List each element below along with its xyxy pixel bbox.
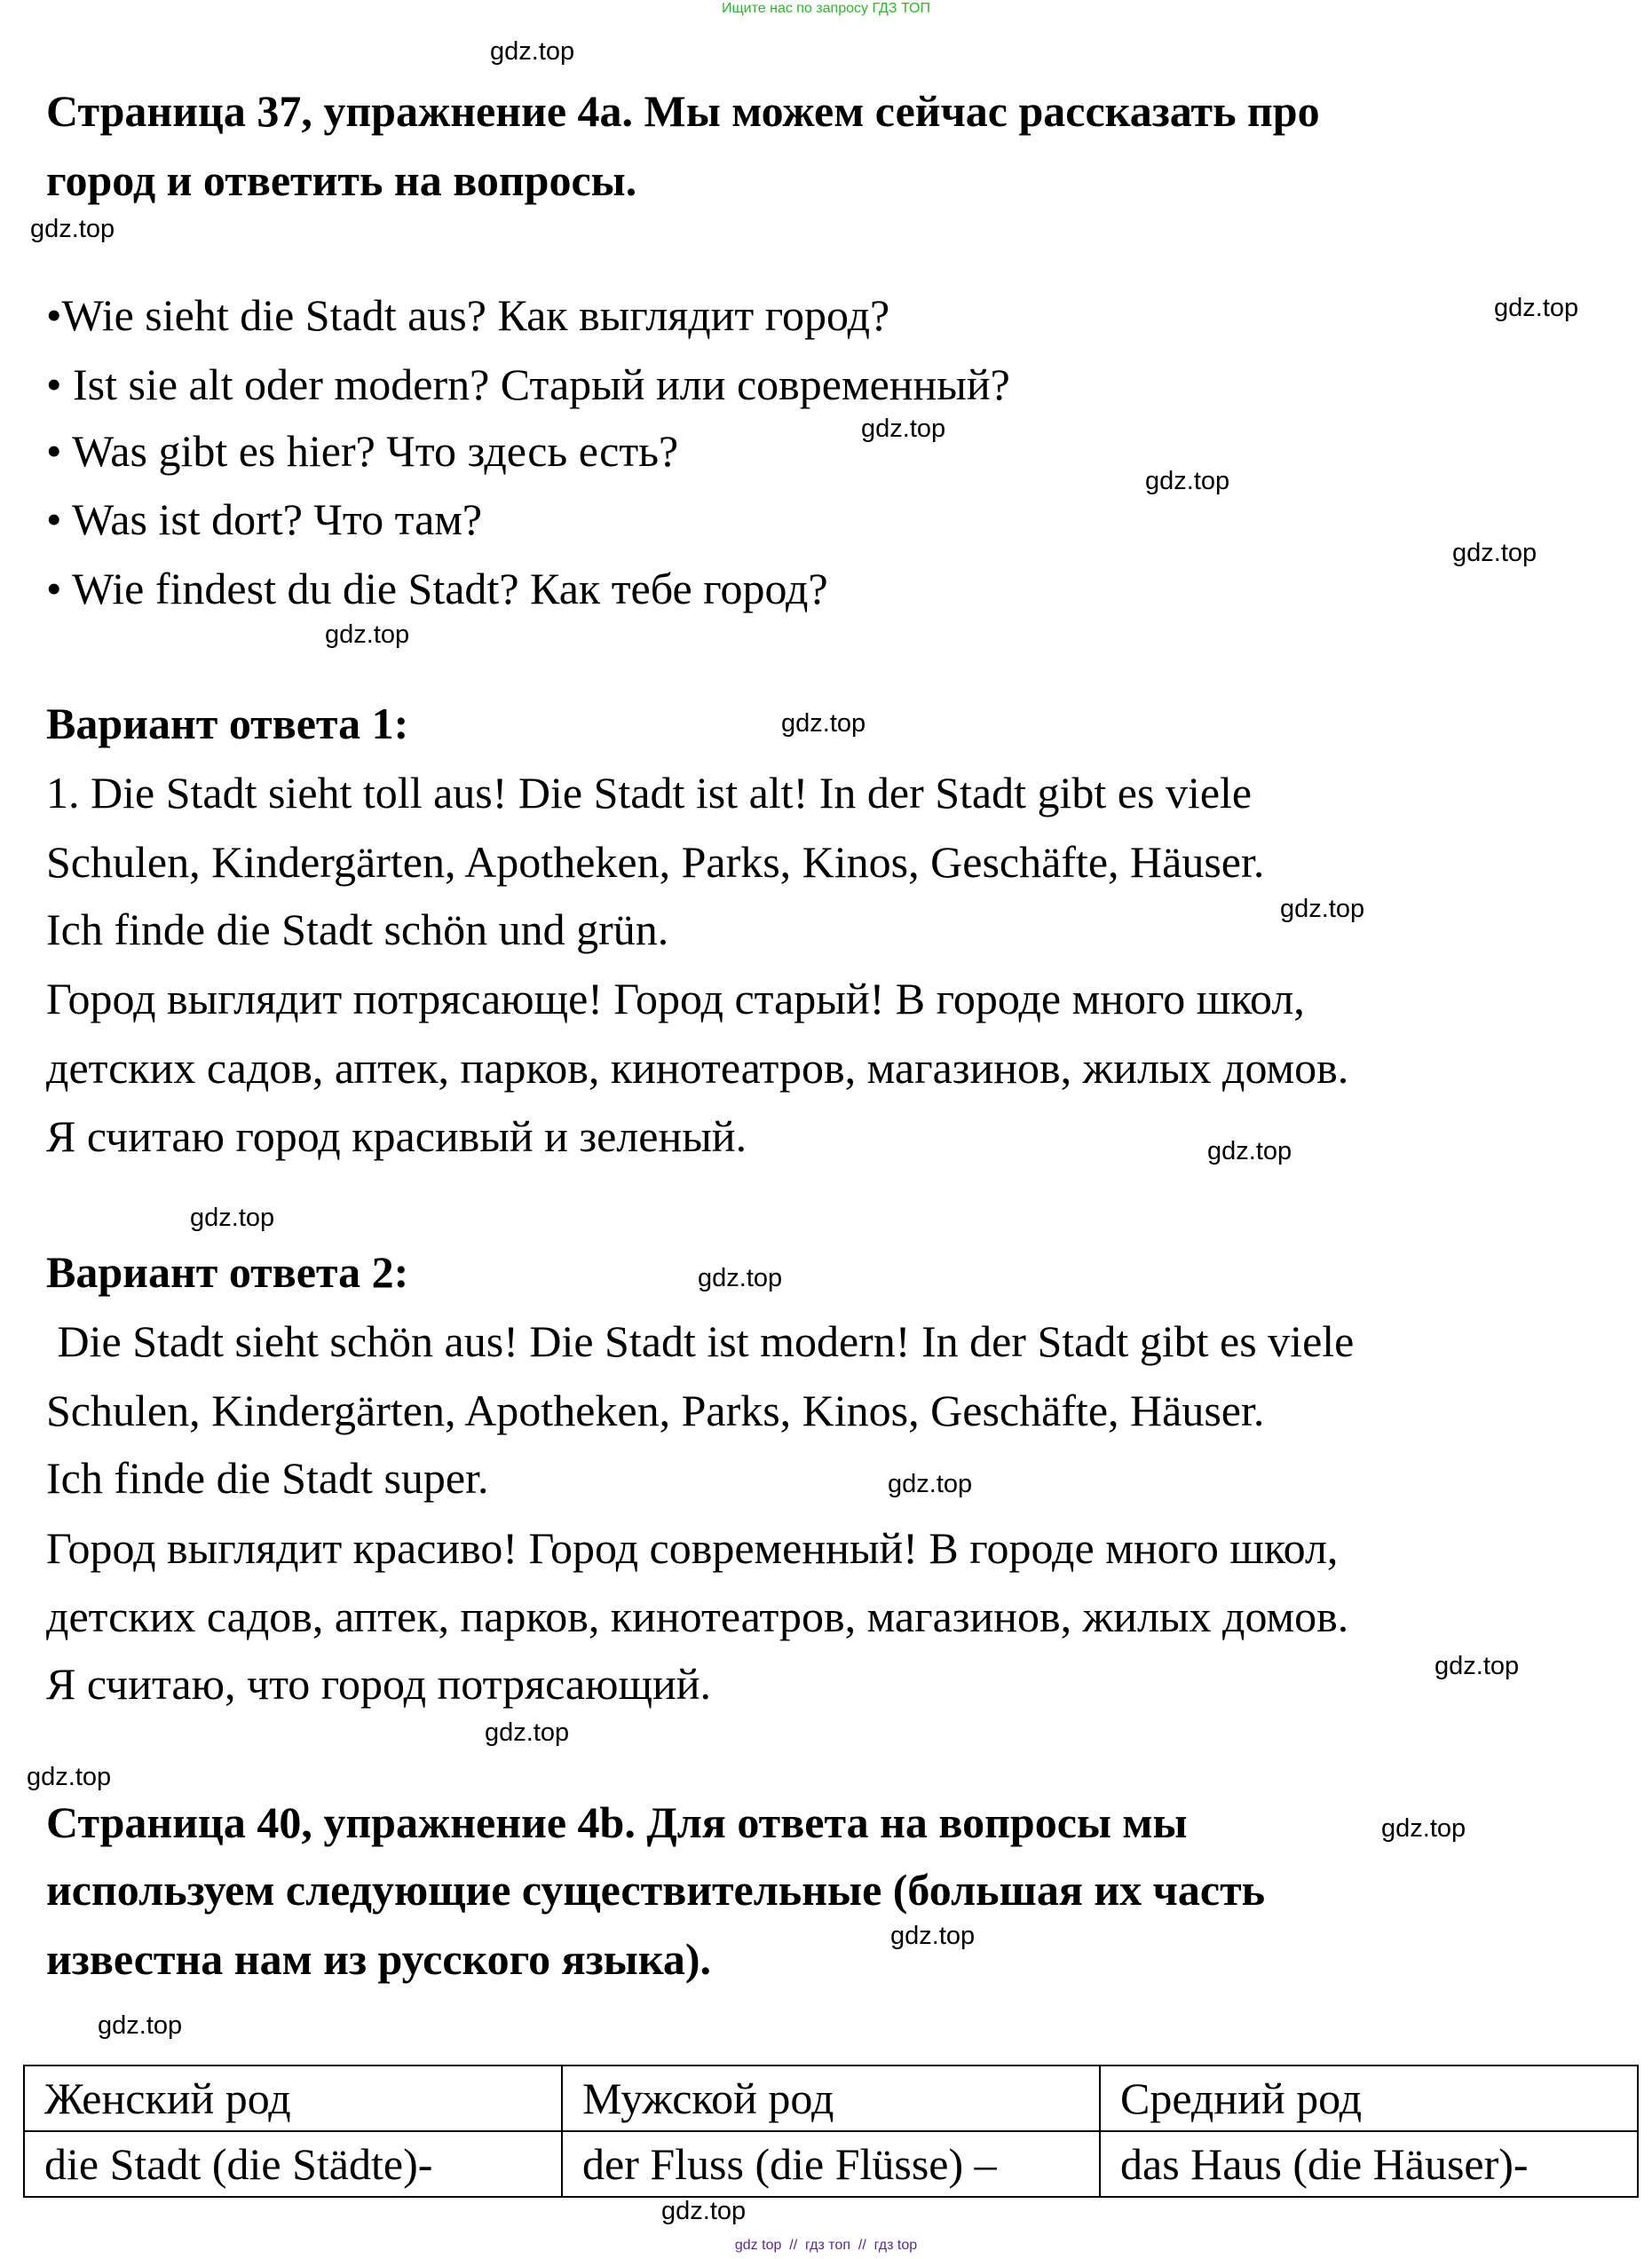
question-item: • Was gibt es hier? Что здесь есть? (46, 426, 679, 476)
table-cell: die Stadt (die Städte)- (24, 2131, 562, 2197)
variant-1-line: Ich finde die Stadt schön und grün. (46, 904, 669, 954)
exercise-4b-heading-line-3: известна нам из русского языка). (46, 1934, 712, 1984)
variant-1-line: Schulen, Kindergärten, Apotheken, Parks, Kinos, Geschäfte, Häuser. (46, 837, 1265, 887)
watermark: gdz.top (485, 1718, 570, 1747)
watermark: gdz.top (1145, 467, 1230, 495)
watermark: gdz.top (1207, 1137, 1292, 1165)
watermark: gdz.top (1494, 294, 1579, 322)
variant-1-line: Я считаю город красивый и зеленый. (46, 1111, 747, 1161)
variant-2-line: детских садов, аптек, парков, кинотеатров, магазинов, жилых домов. (46, 1592, 1349, 1641)
variant-2-line: Schulen, Kindergärten, Apotheken, Parks, Kinos, Geschäfte, Häuser. (46, 1386, 1265, 1435)
watermark: gdz.top (698, 1264, 783, 1292)
table-header-row (24, 2065, 1638, 2131)
table-cell: der Fluss (die Flüsse) – (562, 2131, 1100, 2197)
variant-1-line: Город выглядит потрясающе! Город старый! В городе много школ, (46, 974, 1305, 1023)
watermark: gdz.top (27, 1763, 112, 1791)
watermark: gdz.top (781, 709, 866, 738)
variant-2-line: Die Stadt sieht schön aus! Die Stadt ist modern! In der Stadt gibt es viele (46, 1316, 1355, 1366)
question-item: • Wie findest du die Stadt? Как тебе город? (46, 564, 828, 613)
exercise-4a-heading-line-1: Страница 37, упражнение 4a. Мы можем сейчас рассказать про (46, 86, 1320, 136)
watermark: gdz.top (490, 37, 575, 66)
exercise-4b-heading-line-2: используем следующие существительные (большая их часть (46, 1865, 1266, 1915)
variant-2-line: Город выглядит красиво! Город современный! В городе много школ, (46, 1523, 1339, 1573)
watermark: gdz.top (861, 415, 946, 443)
watermark: gdz.top (1381, 1814, 1466, 1843)
question-item: • Was ist dort? Что там? (46, 494, 483, 544)
watermark: gdz.top (98, 2011, 183, 2040)
table-header-cell: Средний род (1100, 2065, 1638, 2131)
watermark: gdz.top (190, 1204, 275, 1232)
watermark: gdz.top (325, 620, 410, 649)
watermark: gdz.top (890, 1922, 976, 1950)
table-header-cell: Женский род (24, 2065, 562, 2131)
question-item: •Wie sieht die Stadt aus? Как выглядит город? (46, 290, 890, 340)
exercise-4a-heading-line-2: город и ответить на вопросы. (46, 155, 637, 205)
variant-1-line: 1. Die Stadt sieht toll aus! Die Stadt ist alt! In der Stadt gibt es viele (46, 768, 1253, 818)
watermark: gdz.top (1280, 895, 1365, 923)
watermark: gdz.top (1435, 1652, 1520, 1680)
variant-1-line: детских садов, аптек, парков, кинотеатров, магазинов, жилых домов. (46, 1043, 1349, 1093)
watermark: gdz.top (1452, 539, 1537, 567)
exercise-4b-heading-line-1: Страница 40, упражнение 4b. Для ответа на вопросы мы (46, 1797, 1188, 1847)
top-banner: Ищите нас по запросу ГДЗ ТОП (722, 1, 930, 16)
variant-2-line: Я считаю, что город потрясающий. (46, 1659, 711, 1709)
gender-nouns-table (23, 2065, 1639, 2198)
table-cell: das Haus (die Häuser)- (1100, 2131, 1638, 2197)
variant-2-title: Вариант ответа 2: (46, 1247, 409, 1297)
variant-1-title: Вариант ответа 1: (46, 699, 409, 748)
footer-links: gdz top // гдз топ // гдз top (734, 2238, 918, 2253)
table-row (24, 2131, 1638, 2197)
watermark: gdz.top (888, 1470, 973, 1498)
question-item: • Ist sie alt oder modern? Старый или современный? (46, 359, 1010, 409)
watermark: gdz.top (661, 2197, 747, 2225)
variant-2-line: Ich finde die Stadt super. (46, 1453, 489, 1503)
table-header-cell: Мужской род (562, 2065, 1100, 2131)
watermark: gdz.top (30, 215, 115, 243)
